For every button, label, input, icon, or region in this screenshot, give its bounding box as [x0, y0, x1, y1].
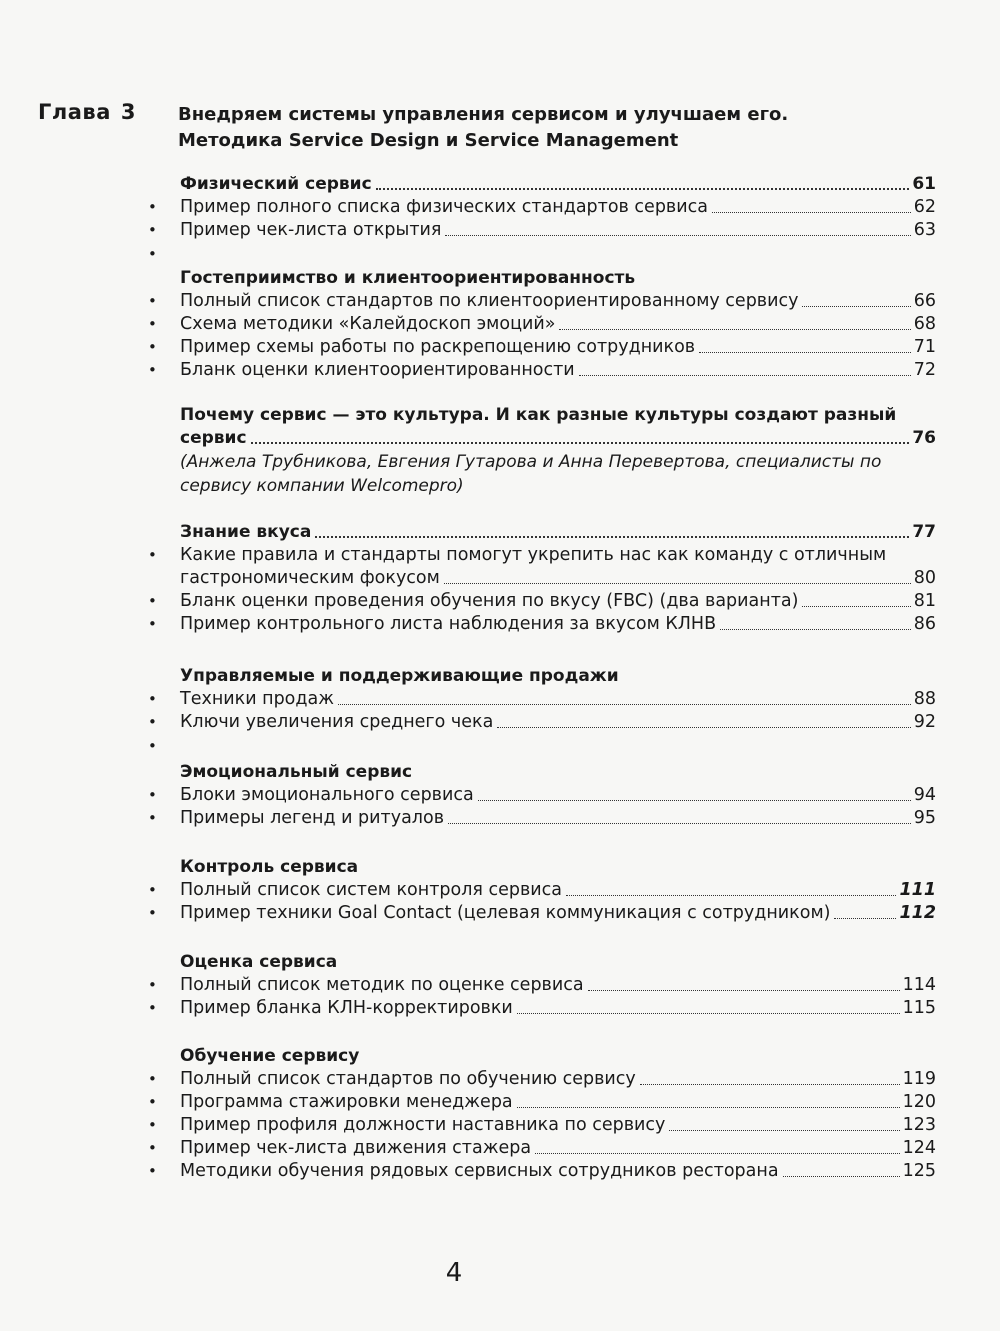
toc-entry-label: • Пример чек-листа открытия [180, 220, 442, 240]
toc-page-number: 68 [913, 314, 936, 334]
chapter-title [178, 102, 878, 154]
leader-dots [517, 1107, 900, 1108]
toc-entry[interactable] [180, 359, 936, 382]
toc-heading[interactable]: Гостеприимство и клиентоориентированность [180, 268, 636, 288]
leader-dots [640, 1084, 900, 1085]
toc-entry[interactable] [180, 902, 936, 925]
toc-section-taste [180, 521, 936, 636]
toc-section-control [180, 855, 936, 925]
toc-page-number: 114 [902, 975, 936, 995]
chapter-title-line1: Внедряем системы управления сервисом и улучшаем его. [178, 104, 789, 125]
toc-entry-label: • Примеры легенд и ритуалов [180, 808, 445, 828]
toc-entry[interactable] [180, 1091, 936, 1114]
toc-entry-label: • Пример контрольного листа наблюдения за вкусом КЛНВ [180, 614, 717, 634]
toc-page-number: 62 [913, 197, 936, 217]
toc-entry-label: • Пример чек-листа движения стажера [180, 1138, 532, 1158]
leader-dots [802, 306, 910, 307]
toc-entry-label: • Полный список стандартов по обучению сервису [180, 1069, 636, 1089]
toc-entry[interactable] [180, 711, 936, 734]
toc-entry[interactable] [180, 1114, 936, 1137]
authors-note-line2: сервису компании Welcomepro) [180, 476, 464, 496]
toc-entry-label: • Бланк оценки клиентоориентированности [180, 360, 575, 380]
toc-page-number: 88 [913, 689, 936, 709]
toc-page-number: 120 [902, 1092, 936, 1112]
toc-page-number: 66 [913, 291, 936, 311]
toc-heading[interactable] [180, 521, 936, 544]
leader-dots [376, 188, 910, 190]
toc-entry-label: • Пример профиля должности наставника по сервису [180, 1115, 666, 1135]
toc-entry[interactable] [180, 1160, 936, 1183]
toc-page-number: 125 [902, 1161, 936, 1181]
leader-dots [497, 727, 910, 728]
toc-entry-label: • Бланк оценки проведения обучения по вкусу (FBC) (два варианта) [180, 591, 799, 611]
toc-entry[interactable] [180, 290, 936, 313]
toc-page-number: 111 [899, 880, 936, 900]
toc-page-number: 119 [902, 1069, 936, 1089]
toc-entry-label: • Методики обучения рядовых сервисных сотрудников ресторана [180, 1161, 779, 1181]
toc-page-number: 71 [913, 337, 936, 357]
toc-section-physical-service [180, 173, 936, 242]
toc-page-number: 115 [902, 998, 936, 1018]
leader-dots [834, 918, 896, 919]
leader-dots [559, 329, 910, 330]
toc-section-culture [180, 403, 936, 498]
leader-dots [588, 990, 900, 991]
toc-entry[interactable] [180, 879, 936, 902]
leader-dots [445, 235, 910, 236]
toc-entry-label: • Программа стажировки менеджера [180, 1092, 513, 1112]
toc-section-sales [180, 664, 936, 734]
toc-page-number: 86 [913, 614, 936, 634]
toc-entry[interactable] [180, 567, 936, 590]
toc-heading[interactable]: Контроль сервиса [180, 857, 359, 877]
toc-page-number: 76 [912, 428, 936, 448]
toc-page-number: 124 [902, 1138, 936, 1158]
toc-heading[interactable]: Оценка сервиса [180, 952, 338, 972]
toc-entry[interactable] [180, 1068, 936, 1091]
leader-dots [802, 606, 910, 607]
toc-entry[interactable] [180, 590, 936, 613]
toc-heading[interactable] [180, 173, 936, 196]
toc-entry[interactable] [180, 1137, 936, 1160]
toc-page-number: 94 [913, 785, 936, 805]
leader-dots [535, 1153, 900, 1154]
toc-page-number: 112 [899, 903, 936, 923]
toc-entry-label: • Пример полного списка физических стандартов сервиса [180, 197, 708, 217]
toc-page-number: 61 [912, 174, 936, 194]
page-number: 4 [445, 1258, 463, 1288]
toc-entry[interactable] [180, 997, 936, 1020]
leader-dots [669, 1130, 899, 1131]
toc-entry-label: • Полный список систем контроля сервиса [180, 880, 563, 900]
toc-page-number: 77 [912, 522, 936, 542]
toc-section-training [180, 1044, 936, 1183]
leader-dots [579, 375, 911, 376]
chapter-word: Глава [38, 100, 111, 124]
toc-entry[interactable] [180, 807, 936, 830]
toc-heading-label: сервис [180, 428, 247, 448]
leader-dots [699, 352, 911, 353]
toc-entry-line1[interactable]: • Какие правила и стандарты помогут укрепить нас как команду с отличным [180, 544, 936, 567]
toc-section-evaluation [180, 950, 936, 1020]
toc-page-number: 95 [913, 808, 936, 828]
toc-page-number: 123 [902, 1115, 936, 1135]
toc-entry-label: • Пример бланка КЛН-корректировки [180, 998, 513, 1018]
toc-entry[interactable] [180, 196, 936, 219]
toc-heading[interactable]: Обучение сервису [180, 1046, 360, 1066]
toc-entry-label: • Полный список стандартов по клиентоориентированному сервису [180, 291, 799, 311]
toc-heading-line1[interactable]: Почему сервис — это культура. И как разные культуры создают разный [180, 405, 897, 425]
toc-entry[interactable] [180, 613, 936, 636]
toc-entry-label: • Техники продаж [180, 689, 334, 709]
toc-heading[interactable]: Управляемые и поддерживающие продажи [180, 666, 619, 686]
leader-dots [478, 800, 911, 801]
toc-entry-label: • Блоки эмоционального сервиса [180, 785, 474, 805]
toc-entry[interactable] [180, 974, 936, 997]
toc-section-emotional [180, 760, 936, 830]
toc-entry-label: • Ключи увеличения среднего чека [180, 712, 494, 732]
toc-heading-label: Физический сервис [180, 174, 372, 194]
toc-entry-label: • Полный список методик по оценке сервиса [180, 975, 584, 995]
toc-entry[interactable] [180, 219, 936, 242]
toc-page-number: 80 [913, 568, 936, 588]
leader-dots [566, 895, 896, 896]
leader-dots [338, 704, 911, 705]
chapter-number: 3 [120, 100, 137, 124]
toc-entry-label: • Пример схемы работы по раскрепощению сотрудников [180, 337, 696, 357]
leader-dots [517, 1013, 900, 1014]
leader-dots [315, 536, 909, 538]
toc-heading[interactable] [180, 427, 936, 450]
authors-note-line1: (Анжела Трубникова, Евгения Гутарова и Анна Перевертова, специалисты по [180, 452, 882, 472]
leader-dots [720, 629, 911, 630]
empty-bullet: • [148, 737, 157, 755]
leader-dots [444, 583, 911, 584]
toc-entry[interactable] [180, 784, 936, 807]
toc-entry-label: • Схема методики «Калейдоскоп эмоций» [180, 314, 556, 334]
leader-dots [712, 212, 911, 213]
toc-page-number: 92 [913, 712, 936, 732]
toc-section-hospitality [180, 266, 936, 382]
toc-page-number: 63 [913, 220, 936, 240]
toc-entry[interactable] [180, 688, 936, 711]
toc-heading-label: Знание вкуса [180, 522, 312, 542]
leader-dots [251, 442, 910, 444]
toc-entry[interactable] [180, 336, 936, 359]
leader-dots [448, 823, 911, 824]
toc-page-number: 72 [913, 360, 936, 380]
chapter-label [38, 100, 136, 124]
toc-heading[interactable]: Эмоциональный сервис [180, 762, 413, 782]
toc-entry-label: • Пример техники Goal Contact (целевая коммуникация с сотрудником) [180, 903, 831, 923]
empty-bullet: • [148, 245, 157, 263]
leader-dots [783, 1176, 900, 1177]
toc-entry[interactable] [180, 313, 936, 336]
toc-page-number: 81 [913, 591, 936, 611]
toc-entry-label: гастрономическим фокусом [180, 568, 440, 588]
chapter-title-line2: Методика Service Design и Service Management [178, 130, 679, 151]
